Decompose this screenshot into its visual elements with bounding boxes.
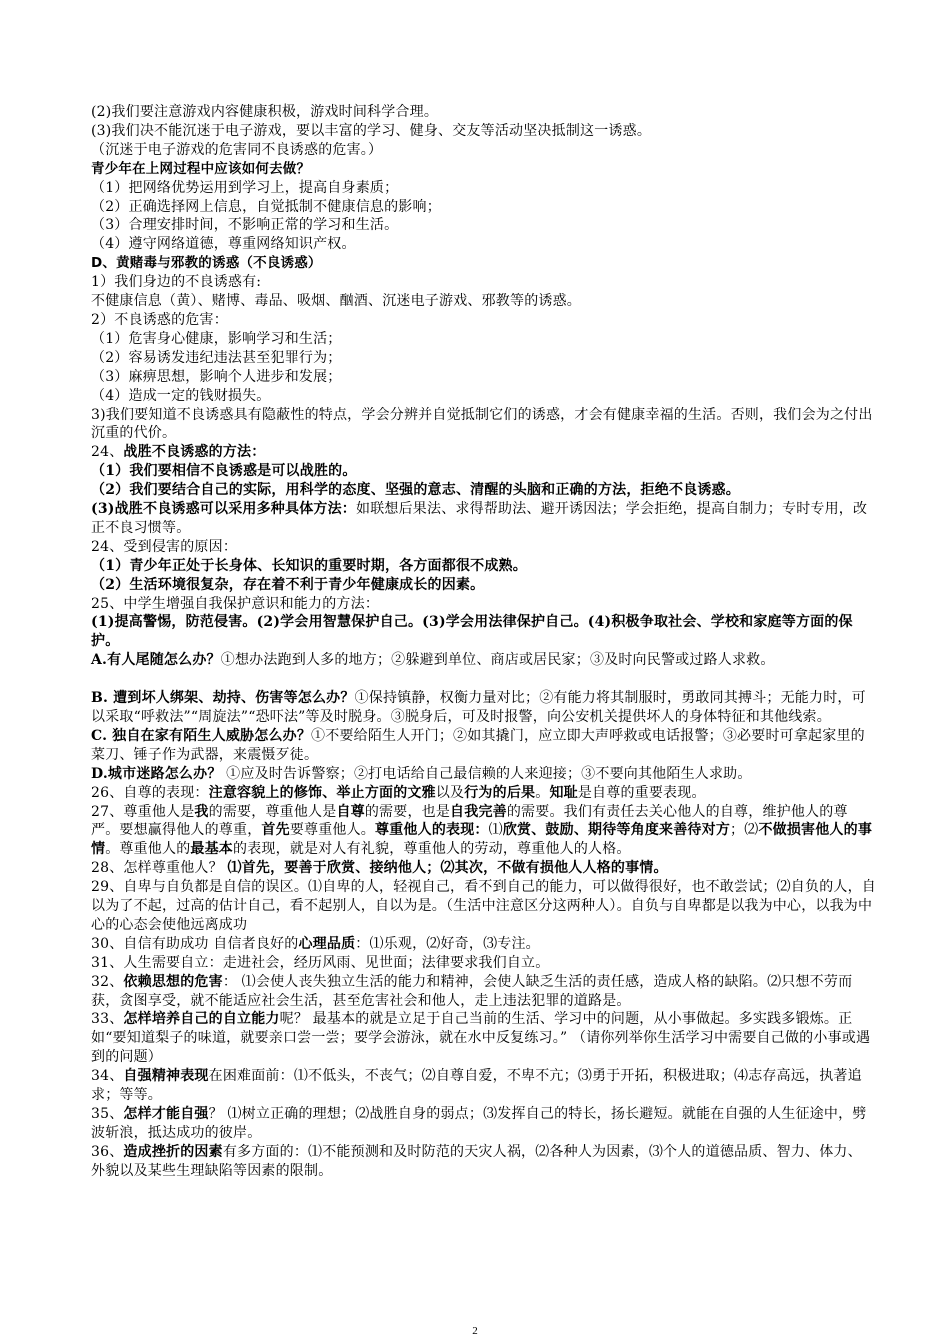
paragraph (91, 935, 876, 954)
text-run: 。 (535, 784, 550, 801)
section-heading (91, 160, 876, 179)
paragraph (91, 765, 876, 784)
text-run: ①应及时告诉警察；②打电话给自己最信赖的人来迎接；③不要向其他陌生人求助。 (221, 765, 752, 782)
paragraph (91, 878, 876, 935)
text-run: 的表现，就是对人有礼貌，尊重他人的劳动，尊重他人的人格。 (233, 841, 631, 858)
paragraph (91, 1143, 876, 1181)
text-run: 青少年在上网过程中应该如何去做？ (91, 160, 311, 177)
text-run: 呢？ 最基本的就是立足于自己当前的生活、学习中的问题，从小事做起。多实践多锻炼。正如“要知道梨子的味道，就要亲口尝一尝；要学会游泳，就在水中反复练习。” （请你列举你生活学习中需要自己做的小事或遇到的问题） (91, 1011, 871, 1066)
text-run: 1）我们身边的不良诱惑有: (91, 274, 262, 291)
paragraph (91, 1010, 876, 1067)
text-run: 26、自尊的表现： (91, 784, 209, 801)
paragraph (91, 368, 876, 387)
paragraph (91, 613, 876, 651)
section-heading (91, 254, 876, 273)
bold-text-run: （2）生活环境很复杂，存在着不利于青少年健康成长的因素。 (91, 576, 485, 593)
text-run: 的需要，也是 (364, 803, 451, 820)
text-run: （4）造成一定的钱财损失。 (91, 387, 271, 404)
text-run: 24、 (91, 444, 124, 461)
bold-text-run: A.有人尾随怎么办？ (91, 652, 221, 669)
bold-text-run: 依赖思想的危害 (123, 973, 223, 990)
text-run: （3）合理安排时间，不影响正常的学习和生活。 (91, 217, 399, 234)
paragraph (91, 311, 876, 330)
bold-text-run: 造成挫折的因素 (123, 1143, 223, 1160)
bold-text-run: B. 遭到坏人绑架、劫持、伤害等怎么办？ (91, 690, 355, 707)
document-body (91, 103, 876, 1181)
text-run: 有多方面的：⑴不能预测和及时防范的天灾人祸，⑵各种人为因素，⑶个人的道德品质、智力、体力、外貌以及某些生理缺陷等因素的限制。 (91, 1143, 862, 1179)
text-run: （1）把网络优势运用到学习上，提高自身素质； (91, 179, 399, 196)
paragraph (91, 198, 876, 217)
text-run: 31、人生需要自立：走进社会，经历风雨、见世面；法律要求我们自立。 (91, 954, 550, 971)
paragraph (91, 179, 876, 198)
bold-text-run: （2）我们要结合自己的实际，用科学的态度、坚强的意志、清醒的头脑和正确的方法，拒绝不良诱惑。 (91, 482, 740, 499)
text-run: 25、中学生增强自我保护意识和能力的方法： (91, 595, 380, 612)
text-run: 35、 (91, 1106, 124, 1123)
bold-text-run: 心理品质 (298, 935, 356, 952)
text-run: 34、 (91, 1068, 124, 1085)
text-run: ：⑴乐观，⑵好奇，⑶专注。 (355, 935, 540, 952)
paragraph (91, 651, 876, 670)
paragraph (91, 349, 876, 368)
text-run: 30、自信有助成功 自信者良好的 (91, 935, 299, 952)
bold-text-run: C. 独自在家有陌生人威胁怎么办？ (91, 727, 312, 744)
bold-text-run: （1）我们要相信不良诱惑是可以战胜的。 (91, 463, 357, 480)
text-run: ？ ⑴树立正确的理想；⑵战胜自身的弱点；⑶发挥自己的特长，扬长避短。就能在自强的人生征途中，劈波斩浪，抵达成功的彼岸。 (91, 1106, 867, 1141)
bold-text-run: 首先 (261, 822, 290, 839)
page-number: 2 (472, 1325, 478, 1337)
bold-text-run: D.城市迷路怎么办？ (91, 765, 222, 782)
bold-text-run: 怎样才能自强 (123, 1106, 209, 1123)
text-run: 如联想后果法、求得帮助法、避开诱因法；学会拒绝，提高自制力；专时专用，改正不良习惯等。 (91, 501, 868, 536)
text-run: 在困难面前：⑴不低头，不丧气；⑵自尊自爱，不卑不亢；⑶勇于开拓，积极进取；⑷志存高远，执著追求；等等。 (91, 1068, 862, 1104)
paragraph (91, 1067, 876, 1105)
text-run: 33、 (91, 1011, 124, 1028)
text-run: 36、 (91, 1143, 124, 1160)
paragraph (91, 330, 876, 349)
paragraph (91, 557, 876, 576)
bold-text-run: (3)战胜不良诱惑可以采用多种具体方法： (91, 501, 356, 518)
bold-text-run: 我 (194, 803, 209, 820)
bold-text-run: 注意容貌上的修饰、举止方面的文雅 (208, 784, 436, 801)
text-run: ： ⑴会使人丧失独立生活的能力和精神，会使人缺乏生活的责任感，造成人格的缺陷。⑵只想不劳而获，贪图享受，就不能适应社会生活，甚至危害社会和他人，走上违法犯罪的道路是。 (91, 973, 853, 1009)
text-run: ①想办法跑到人多的地方；②躲避到单位、商店或居民家；③及时向民警或过路人求救。 (220, 652, 775, 669)
paragraph (91, 235, 876, 254)
paragraph (91, 576, 876, 595)
text-run: 是自尊的重要表现。 (577, 784, 706, 801)
paragraph (91, 216, 876, 235)
paragraph (91, 727, 876, 765)
bold-text-run: 尊重他人的表现： (375, 822, 489, 839)
paragraph (91, 954, 876, 973)
bold-text-run: 怎样培养自己的自立能力 (123, 1011, 280, 1028)
paragraph (91, 387, 876, 406)
text-run: 要尊重他人。 (289, 822, 376, 839)
text-run: (3)我们决不能沉迷于电子游戏，要以丰富的学习、健身、交友等活动坚决抵制这一诱惑。 (91, 122, 652, 139)
text-run: 28、怎样尊重他人？ (91, 860, 228, 877)
paragraph (91, 784, 876, 803)
bold-text-run: (1)提高警惕，防范侵害。(2)学会用智慧保护自己。(3)学会用法律保护自己。(4)积极争取社会、学校和家庭等方面的保护。 (91, 614, 853, 650)
text-run: D、黄赌毒与邪教的诱惑（不良诱惑） (91, 255, 322, 272)
text-run: 。尊重他人的 (105, 841, 191, 858)
bold-text-run: 战胜不良诱惑的方法： (123, 444, 266, 461)
paragraph (91, 689, 876, 727)
text-run: 以及 (435, 784, 465, 801)
bold-text-run: 行为的后果 (464, 784, 536, 801)
text-run: ⑴ (488, 822, 503, 839)
text-run: 不健康信息（黄）、赌博、毒品、吸烟、酗酒、沉迷电子游戏、邪教等的诱惑。 (91, 293, 581, 310)
text-run: 24、受到侵害的原因： (91, 538, 238, 555)
text-run: 29、自卑与自负都是自信的误区。⑴自卑的人，轻视自己，看不到自己的能力，可以做得很好，也不敢尝试；⑵自负的人，自以为了不起，过高的估计自己，看不起别人，自以为是。（生活中注意区分这两种人）。自负与自卑都是以我为中心，以我为中心的心态会使他远离成功 (91, 879, 877, 933)
text-run: (2)我们要注意游戏内容健康积极，游戏时间科学合理。 (91, 104, 439, 120)
bold-text-run: 知耻 (549, 784, 578, 801)
text-run: （2）容易诱发违纪违法甚至犯罪行为； (91, 349, 342, 366)
text-run: 的需要。我们有责任去关心他人的自尊，维护他人的尊严。要想赢得他人的尊重， (91, 803, 848, 839)
paragraph (91, 122, 876, 141)
paragraph (91, 443, 876, 462)
text-run: （3）麻痹思想，影响个人进步和发展； (91, 368, 342, 385)
text-run: 2）不良诱惑的危害： (91, 311, 228, 328)
bold-text-run: 最基本 (190, 841, 234, 858)
paragraph (91, 406, 876, 444)
paragraph (91, 1105, 876, 1143)
bold-text-run: 自我完善 (450, 803, 507, 820)
bold-text-run: 欣赏、鼓励、期待等角度来善待对方 (502, 822, 731, 839)
paragraph (91, 803, 876, 860)
text-run: 27、尊重他人是 (91, 803, 195, 820)
text-run: ；⑵ (730, 822, 759, 839)
paragraph (91, 481, 876, 500)
text-run: 3)我们要知道不良诱惑具有隐蔽性的特点，学会分辨并自觉抵制它们的诱惑，才会有健康幸福的生活。否则，我们会为之付出沉重的代价。 (91, 406, 873, 442)
paragraph (91, 462, 876, 481)
bold-text-run: （1）青少年正处于长身体、长知识的重要时期，各方面都很不成熟。 (91, 557, 527, 574)
paragraph (91, 141, 876, 160)
paragraph (91, 273, 876, 292)
text-run: 32、 (91, 973, 124, 990)
paragraph (91, 500, 876, 538)
text-run: ①保持镇静，权衡力量对比；②有能力将其制服时，勇敢同其搏斗；无能力时，可以采取“呼救法”“周旋法”“恐吓法”等及时脱身。③脱身后，可及时报警，向公安机关提供坏人的身体特征和其他线索。 (91, 690, 866, 725)
paragraph (91, 595, 876, 614)
bold-text-run: 自尊 (336, 803, 365, 820)
text-run: （1）危害身心健康，影响学习和生活； (91, 330, 342, 347)
bold-text-run: 不做损害他人的事情 (91, 822, 873, 858)
paragraph (91, 103, 876, 122)
text-run: （2）正确选择网上信息，自觉抵制不健康信息的影响； (91, 198, 441, 215)
text-run: （4）遵守网络道德，尊重网络知识产权。 (91, 236, 356, 253)
paragraph (91, 538, 876, 557)
text-run: 的需要，尊重他人是 (208, 803, 337, 820)
paragraph (91, 292, 876, 311)
bold-text-run: 自强精神表现 (123, 1068, 209, 1085)
text-run: ①不要给陌生人开门；②如其撬门，应立即大声呼救或电话报警；③必要时可拿起家里的菜刀、锤子作为武器，来震慑歹徒。 (91, 727, 865, 763)
text-run: （沉迷于电子游戏的危害同不良诱惑的危害。） (91, 141, 383, 158)
bold-text-run: ⑴首先，要善于欣赏、接纳他人；⑵其次，不做有损他人人格的事情。 (227, 860, 668, 877)
paragraph (91, 859, 876, 878)
paragraph (91, 973, 876, 1011)
